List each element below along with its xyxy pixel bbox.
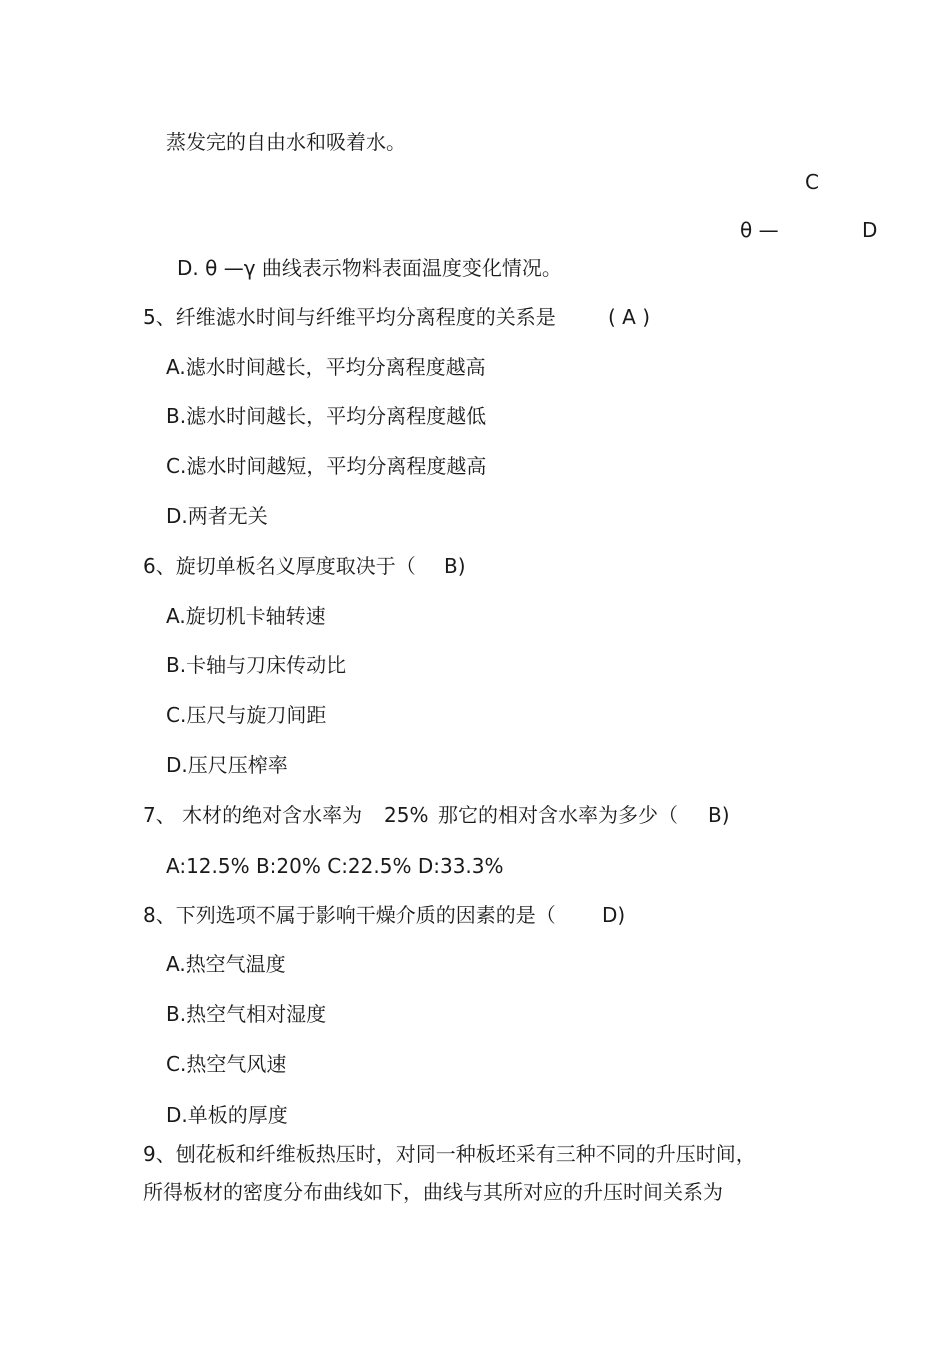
question-7-value: 25%	[384, 803, 429, 827]
question-8-option-d: D.单板的厚度	[166, 1103, 288, 1127]
figure-label-d: D	[862, 218, 878, 242]
question-9-line-1: 9、刨花板和纤维板热压时，对同一种板坯采有三种不同的升压时间，	[143, 1142, 756, 1166]
question-8-option-c: C.热空气风速	[166, 1052, 287, 1076]
question-7-options: A:12.5% B:20% C:22.5% D:33.3%	[166, 854, 504, 878]
question-6-answer: B)	[444, 554, 466, 578]
question-6-option-b: B.卡轴与刀床传动比	[166, 653, 347, 677]
question-6-option-d: D.压尺压榨率	[166, 753, 288, 777]
option-d-previous: D. θ —γ 曲线表示物料表面温度变化情况。	[177, 256, 562, 280]
figure-label-c: C	[805, 170, 819, 194]
question-6-option-a: A.旋切机卡轴转速	[166, 604, 326, 628]
question-5-option-c: C.滤水时间越短，平均分离程度越高	[166, 454, 487, 478]
question-6-stem: 6、旋切单板名义厚度取决于（	[143, 554, 416, 578]
question-7-answer: B)	[708, 803, 730, 827]
figure-label-theta: θ —	[740, 218, 779, 242]
continuation-text: 蒸发完的自由水和吸着水。	[166, 130, 406, 154]
question-8-answer: D)	[602, 903, 626, 927]
question-5-stem: 5、纤维滤水时间与纤维平均分离程度的关系是	[143, 305, 556, 329]
question-6-option-c: C.压尺与旋刀间距	[166, 703, 327, 727]
question-9-line-2: 所得板材的密度分布曲线如下，曲线与其所对应的升压时间关系为	[143, 1180, 723, 1204]
question-5-option-d: D.两者无关	[166, 504, 268, 528]
question-8-stem: 8、下列选项不属于影响干燥介质的因素的是（	[143, 903, 556, 927]
question-8-option-a: A.热空气温度	[166, 952, 286, 976]
question-5-option-b: B.滤水时间越长，平均分离程度越低	[166, 404, 487, 428]
question-7-stem-continued: 那它的相对含水率为多少（	[438, 803, 678, 827]
question-7-stem: 7、 木材的绝对含水率为	[143, 803, 363, 827]
question-5-answer: ( A )	[608, 305, 651, 329]
question-5-option-a: A.滤水时间越长，平均分离程度越高	[166, 355, 486, 379]
question-8-option-b: B.热空气相对湿度	[166, 1002, 327, 1026]
